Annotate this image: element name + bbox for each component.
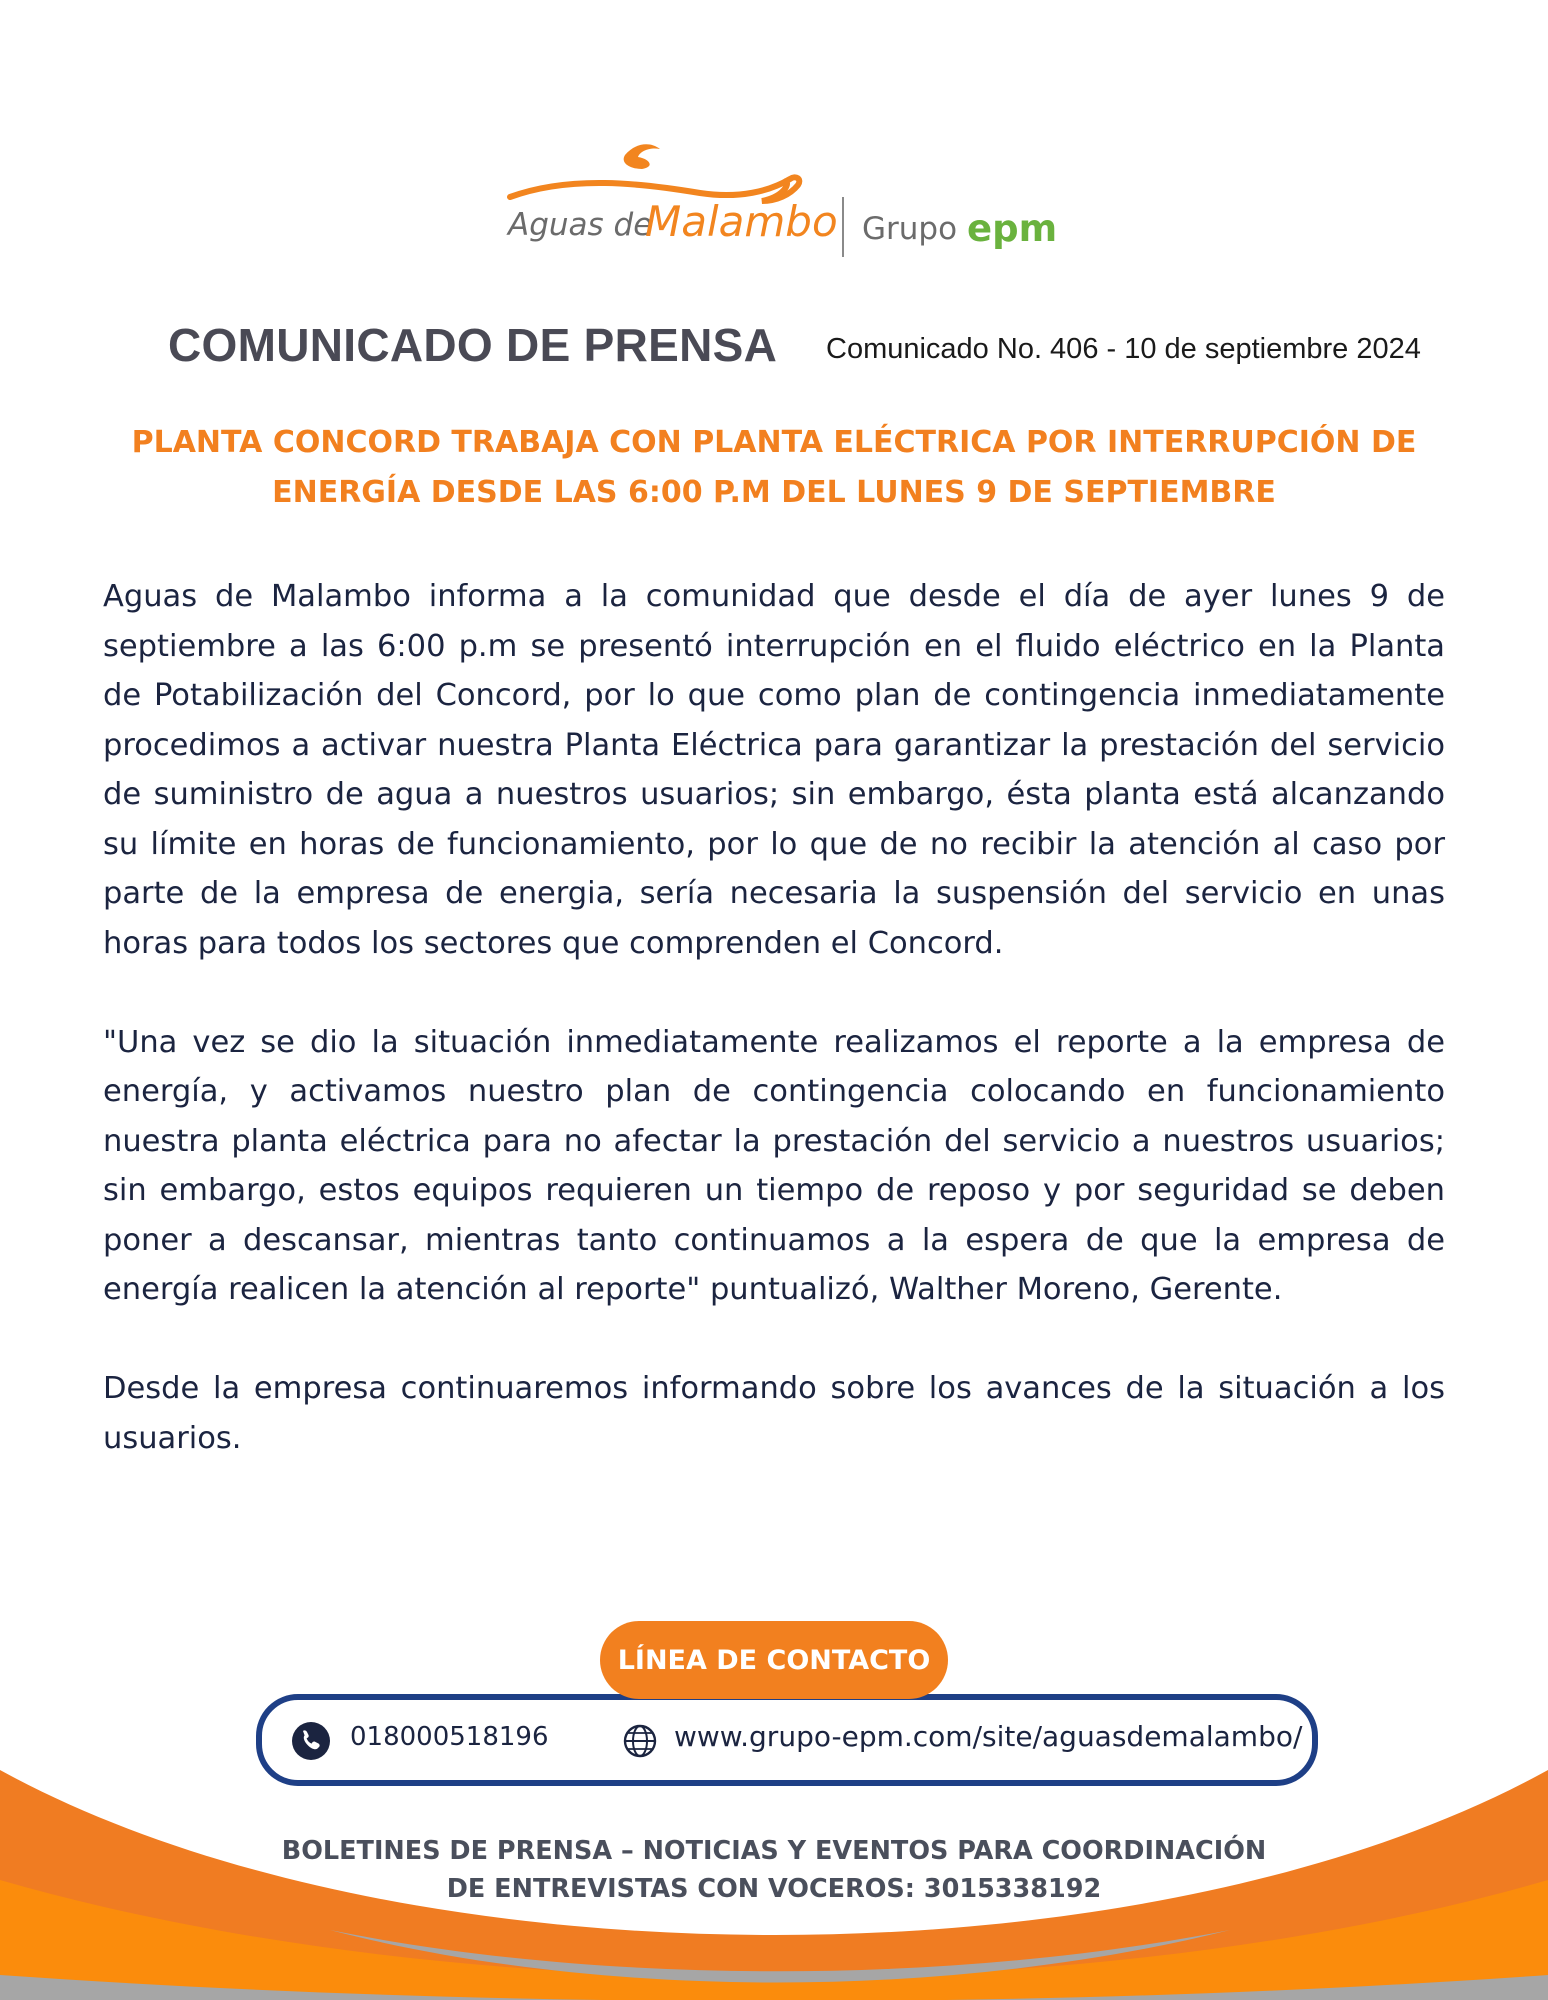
body-paragraph-1: Aguas de Malambo informa a la comunidad que desde el día de ayer lunes 9 de septiembre a las 6:00 p.m se presentó interrupción en el fluido eléctrico en la Planta de Potabilización del Concord, por lo que como plan de contingencia inmediatamente procedimos a activar nuestra Planta Eléctrica para garantizar la prestación del servicio de suministro de agua a nuestros usuarios; sin embargo, ésta planta está alcanzando su límite en horas de funcionamiento, por lo que de no recibir la atención al caso por parte de la empresa de energia, sería necesaria la suspensión del servicio en unas horas para todos los sectores que comprenden el Concord. (103, 579, 1445, 961)
contact-line-label: LÍNEA DE CONTACTO (600, 1621, 948, 1699)
body-paragraph-2: "Una vez se dio la situación inmediatamente realizamos el reporte a la empresa de energía, y activamos nuestro plan de contingencia colocando en funcionamiento nuestra planta eléctrica para no afectar la prestación del servicio a nuestros usuarios; sin embargo, estos equipos requieren un tiempo de reposo y por seguridad se deben poner a descansar, mientras tanto continuamos a la espera de que la empresa de energía realicen la atención al reporte" puntualizó, Walther Moreno, Gerente. (103, 1024, 1445, 1307)
footer-note (250, 1832, 1298, 1908)
globe-icon (622, 1723, 658, 1759)
logo-group-label: Grupo (862, 211, 958, 247)
press-release-title: COMUNICADO DE PRENSA (168, 319, 778, 371)
contact-phone[interactable]: 018000518196 (350, 1722, 549, 1752)
contact-box (256, 1694, 1318, 1786)
headline-line-1: PLANTA CONCORD TRABAJA CON PLANTA ELÉCTRICA POR INTERRUPCIÓN DE (131, 425, 1417, 460)
press-release-number: Comunicado No. 406 - 10 de septiembre 2024 (826, 333, 1421, 365)
phone-icon (292, 1722, 330, 1760)
footer-line-1: BOLETINES DE PRENSA – NOTICIAS Y EVENTOS PARA COORDINACIÓN (281, 1836, 1267, 1866)
body-text (103, 572, 1445, 1463)
logo-divider (842, 197, 844, 257)
headline (110, 418, 1438, 518)
headline-line-2: ENERGÍA DESDE LAS 6:00 P.M DEL LUNES 9 DE SEPTIEMBRE (272, 475, 1276, 510)
logo-group-brand: epm (967, 207, 1058, 250)
company-logo (490, 135, 1070, 275)
body-paragraph-3: Desde la empresa continuaremos informando sobre los avances de la situación a los usuarios. (103, 1371, 1445, 1456)
logo-brand-prefix: Aguas de (508, 207, 653, 243)
logo-brand-name: Malambo (645, 197, 838, 246)
contact-website[interactable]: www.grupo-epm.com/site/aguasdemalambo/ (674, 1720, 1303, 1753)
footer-line-2: DE ENTREVISTAS CON VOCEROS: 3015338192 (446, 1874, 1102, 1904)
